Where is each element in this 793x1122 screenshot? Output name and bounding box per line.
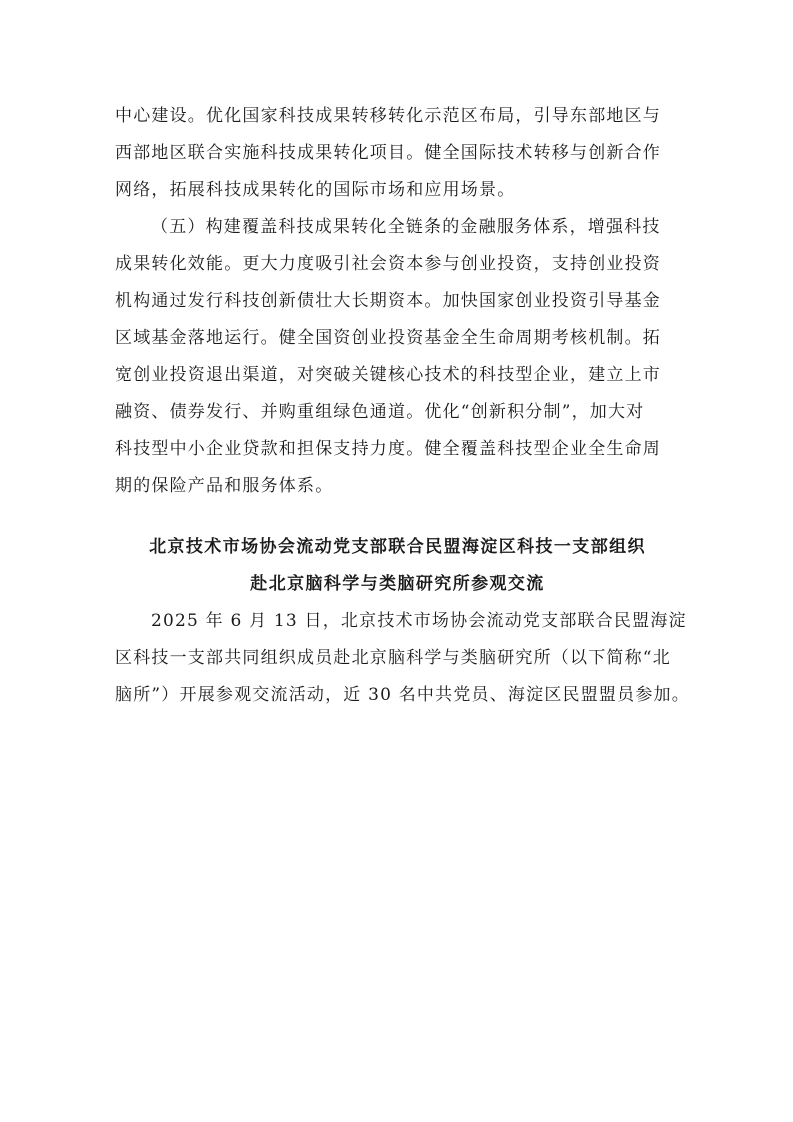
- text-line: （五）构建覆盖科技成果转化全链条的金融服务体系，增强科技: [151, 217, 661, 237]
- text-line: 期的保险产品和服务体系。: [115, 476, 334, 496]
- text-line: 融资、债券发行、并购重组绿色通道。优化“创新积分制”，加大对: [115, 402, 645, 422]
- text-line: 区科技一支部共同组织成员赴北京脑科学与类脑研究所（以下简称“北: [115, 648, 671, 668]
- article-title: [115, 529, 680, 603]
- paragraph-continued: [115, 98, 680, 209]
- text-line: 中心建设。优化国家科技成果转移转化示范区布局，引导东部地区与: [115, 106, 661, 126]
- text-line: 区域基金落地运行。健全国资创业投资基金全生命周期考核机制。拓: [115, 328, 661, 348]
- text-line: 宽创业投资退出渠道，对突破关键核心技术的科技型企业，建立上市: [115, 365, 661, 385]
- text-line: 成果转化效能。更大力度吸引社会资本参与创业投资，支持创业投资: [115, 254, 661, 274]
- article-body: [115, 603, 690, 714]
- text-line: 脑所”）开展参观交流活动，近 30 名中共党员、海淀区民盟盟员参加。: [115, 685, 690, 705]
- text-line: 网络，拓展科技成果转化的国际市场和应用场景。: [115, 180, 516, 200]
- article-title-line: 赴北京脑科学与类脑研究所参观交流: [250, 574, 545, 594]
- text-line: 机构通过发行科技创新债壮大长期资本。加快国家创业投资引导基金: [115, 291, 661, 311]
- document-body: [115, 98, 690, 714]
- article-title-line: 北京技术市场协会流动党支部联合民盟海淀区科技一支部组织: [149, 537, 646, 557]
- paragraph-finance-system: [115, 209, 680, 505]
- spacer: [115, 505, 680, 529]
- text-line: 2025 年 6 月 13 日，北京技术市场协会流动党支部联合民盟海淀: [151, 611, 687, 631]
- text-line: 西部地区联合实施科技成果转化项目。健全国际技术转移与创新合作: [115, 143, 661, 163]
- text-line: 科技型中小企业贷款和担保支持力度。健全覆盖科技型企业全生命周: [115, 439, 661, 459]
